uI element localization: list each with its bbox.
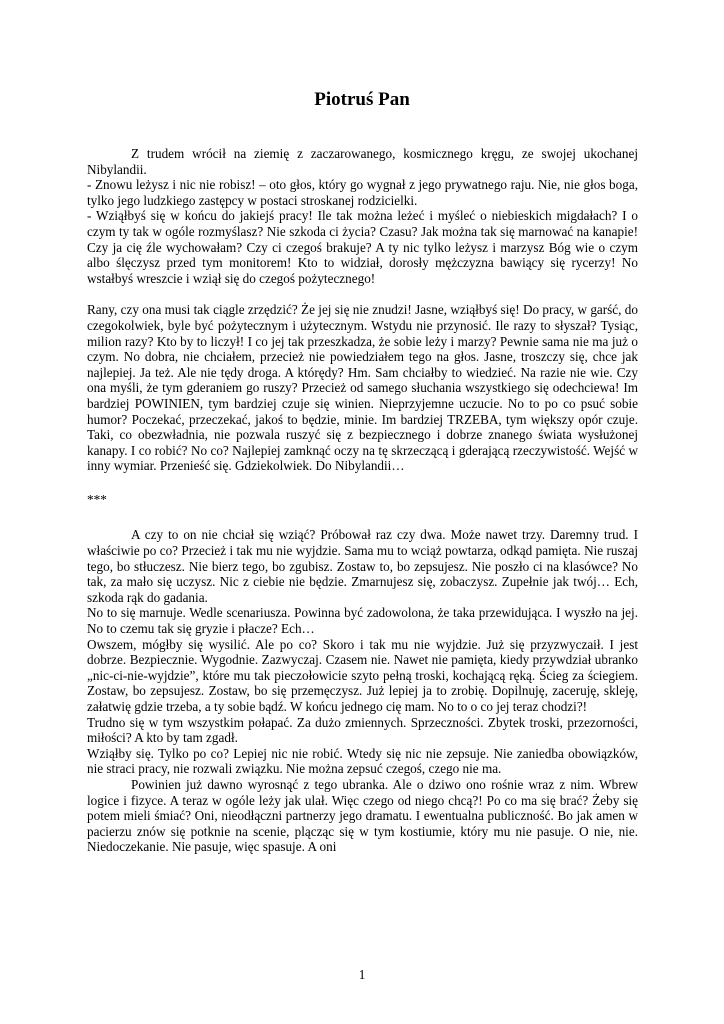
section-separator: *** bbox=[87, 491, 107, 507]
paragraph: No to się marnuje. Wedle scenariusza. Powinna być zadowolona, że taka przewidująca. I wyszło na jej. No to czemu tak się gryzie i płacze? Ech… bbox=[87, 605, 638, 637]
paragraph: Rany, czy ona musi tak ciągle zrzędzić? Że jej się nie znudzi! Jasne, wziąłbyś się! Do pracy, w garść, do czegokolwiek, byle być pożytecznym i użytecznym. Wstydu nie przynosić. Ile razy to słyszał? Tysiąc, milion razy? Kto by to liczył! I co jej tak przeszkadza, że sobie leży i marzy? Pewnie sama nie ma już o czym. No dobra, nie chciałem, przecież nie powiedziałem tego na głos. Jasne, troszczy się, chce jak najlepiej. Ja też. Ale nie tędy droga. A którędy? Hm. Sam chciałby to wiedzieć. Na razie nie wie. Czy ona myśli, że tym gderaniem go ruszy? Przecież od samego słuchania wszystkiego się odechciewa! Im bardziej POWINIEN, tym bardziej czuje się winien. Nieprzyjemne uczucie. No to po co psuć sobie humor? Poczekać, przeczekać, jakoś to będzie, minie. Im bardziej TRZEBA, tym większy opór czuje. Taki, co obezwładnia, nie pozwala ruszyć się z bezpiecznego i dobrze znanego świata wysłużonej kanapy. I co robić? No co? Najlepiej zamknąć oczy na tę skrzeczącą i gderającą rzeczywistość. Wejść w inny wymiar. Przenieść się. Gdziekolwiek. Do Nibylandii… bbox=[87, 302, 638, 474]
paragraph: Wziąłby się. Tylko po co? Lepiej nic nie robić. Wtedy się nic nie zepsuje. Nie zaniedba obowiązków, nie straci pracy, nie rozwali związku. Nie można zepsuć czegoś, czego nie ma. bbox=[87, 745, 638, 777]
paragraph: Trudno się w tym wszystkim połapać. Za dużo zmiennych. Sprzeczności. Zbytek troski, przezorności, miłości? A kto by tam zgadł. bbox=[87, 714, 638, 746]
page-number: 1 bbox=[358, 967, 366, 982]
document-title: Piotruś Pan bbox=[314, 89, 410, 110]
paragraph: Owszem, mógłby się wysilić. Ale po co? Skoro i tak mu nie wyjdzie. Już się przyzwyczaił. I jest dobrze. Bezpiecznie. Wygodnie. Zazwyczaj. Czasem nie. Nawet nie pamięta, kiedy przywdział ubranko „nic-ci-nie-wyjdzie”, które mu tak pieczołowicie szyto pełną troski, kochającą ręką. Ścieg za ściegiem. Zostaw, bo zepsujesz. Zostaw, bo się przemęczysz. Już lepiej ja to zrobię. Dopilnuję, zaceruję, skleję, załatwię gdzie trzeba, a ty sobie bądź. W końcu jednego cię mam. No to o co jej teraz chodzi?! bbox=[87, 636, 638, 714]
paragraph: - Wziąłbyś się w końcu do jakiejś pracy! Ile tak można leżeć i myśleć o niebieskich migdałach? I o czym ty tak w ogóle rozmyślasz? Nie szkoda ci życia? Czasu? Jak można tak się marnować na kanapie! Czy ja cię źle wychowałam? Czy ci czegoś brakuje? A ty nic tylko leżysz i marzysz Bóg wie o czym albo ślęczysz przed tym monitorem! Kto to widział, dorosły mężczyzna bawiący się rycerzy! No wstałbyś wreszcie i wziął się do czegoś pożytecznego! bbox=[87, 208, 638, 286]
paragraph: - Znowu leżysz i nic nie robisz! – oto głos, który go wygnał z jego prywatnego raju. Nie, nie głos boga, tylko jego ludzkiego zastępcy w postaci stroskanej rodzicielki. bbox=[87, 177, 638, 208]
paragraph: A czy to on nie chciał się wziąć? Próbował raz czy dwa. Może nawet trzy. Daremny trud. I właściwie po co? Przecież i tak mu nie wyjdzie. Sama mu to wciąż powtarza, odkąd pamięta. Nie ruszaj tego, bo stłuczesz. Nie bierz tego, bo zgubisz. Zostaw to, bo zepsujesz. Nie poszło ci na klasówce? No tak, za mało się uczysz. Nic z ciebie nie będzie. Zmarnujesz się, zobaczysz. Zupełnie jak twój… Ech, szkoda rąk do gadania. bbox=[87, 527, 638, 605]
paragraph: Powinien już dawno wyrosnąć z tego ubranka. Ale o dziwo ono rośnie wraz z nim. Wbrew logice i fizyce. A teraz w ogóle leży jak ulał. Więc czego od niego chcą?! Po co ma się brać? Żeby się potem mieli śmiać? Oni, nieodłączni partnerzy jego dramatu. I ewentualna publiczność. Bo jak amen w pacierzu znów się potknie na scenie, plącząc się w tym kostiumie, który mu nie pasuje. O nie, nie. Niedoczekanie. Nie pasuje, więc spasuje. A oni bbox=[87, 776, 638, 855]
document-body bbox=[87, 146, 638, 855]
paragraph: Z trudem wrócił na ziemię z zaczarowanego, kosmicznego kręgu, ze swojej ukochanej Nibylandii. bbox=[87, 146, 638, 177]
